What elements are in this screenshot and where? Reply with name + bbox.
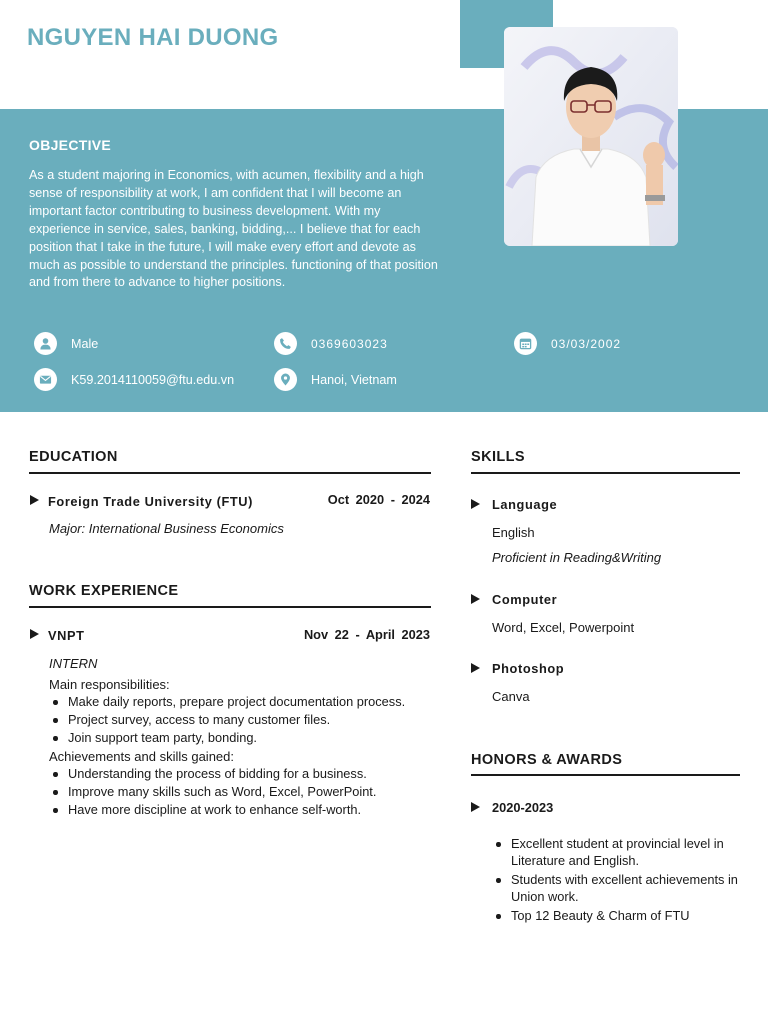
awards-period: 2020-2023	[492, 800, 554, 815]
skill-detail: English	[492, 525, 535, 540]
bullet-triangle-icon	[471, 663, 480, 673]
work-dates: Nov 22 - April 2023	[303, 627, 430, 642]
bullet-triangle-icon	[471, 499, 480, 509]
contact-email	[34, 368, 234, 391]
skills-divider	[471, 472, 740, 474]
contact-phone	[274, 332, 388, 355]
education-divider	[29, 472, 431, 474]
objective-text: As a student majoring in Economics, with acumen, flexibility and a high sense of responsibility at work, I am confident that I will become an important factor contributing to business development. With my experience in service, sales, banking, bidding,... I believe that for each position that I take in the future, I will make every effort and devote as much as possible to understand the principles. functioning of that position and from there to advance to higher positions.	[29, 168, 438, 290]
contact-gender	[34, 332, 98, 355]
education-dates: Oct 2020 - 2024	[327, 492, 430, 507]
bullet-triangle-icon	[30, 495, 39, 505]
awards-divider	[471, 774, 740, 776]
skill-detail: Canva	[492, 689, 530, 704]
list-item: Improve many skills such as Word, Excel, PowerPoint.	[49, 783, 376, 801]
skill-name: Computer	[492, 592, 558, 607]
work-role: INTERN	[49, 656, 98, 671]
list-item: Project survey, access to many customer files.	[49, 711, 405, 729]
location-pin-icon	[274, 368, 297, 391]
skill-detail: Word, Excel, Powerpoint	[492, 620, 635, 635]
awards-list	[492, 835, 742, 926]
education-heading: EDUCATION	[29, 449, 118, 465]
list-item: Have more discipline at work to enhance self-worth.	[49, 801, 376, 819]
calendar-icon	[514, 332, 537, 355]
contact-birthdate	[514, 332, 621, 355]
bullet-triangle-icon	[30, 629, 39, 639]
list-item: Excellent student at provincial level in Literature and English.	[492, 835, 742, 869]
mail-icon	[34, 368, 57, 391]
phone-value: 0369603023	[311, 336, 388, 351]
achievements-label: Achievements and skills gained:	[49, 749, 234, 764]
list-item: Students with excellent achievements in Union work.	[492, 871, 742, 905]
candidate-name: NGUYEN HAI DUONG	[27, 24, 279, 51]
list-item: Make daily reports, prepare project documentation process.	[49, 693, 405, 711]
achievements-list	[49, 765, 376, 819]
phone-icon	[274, 332, 297, 355]
bullet-triangle-icon	[471, 802, 480, 812]
work-company: VNPT	[48, 628, 85, 643]
list-item: Join support team party, bonding.	[49, 729, 405, 747]
bullet-triangle-icon	[471, 594, 480, 604]
birthdate-value: 03/03/2002	[551, 336, 622, 351]
education-school: Foreign Trade University (FTU)	[48, 494, 254, 509]
skill-note: Proficient in Reading&Writing	[492, 550, 662, 565]
awards-heading: HONORS & AWARDS	[471, 752, 623, 768]
profile-photo	[504, 27, 678, 246]
email-value: K59.2014110059@ftu.edu.vn	[71, 372, 235, 387]
skill-name: Language	[492, 497, 558, 512]
contact-location	[274, 368, 397, 391]
responsibilities-list	[49, 693, 405, 747]
skills-heading: SKILLS	[471, 449, 525, 465]
list-item: Understanding the process of bidding for a business.	[49, 765, 376, 783]
user-icon	[34, 332, 57, 355]
work-heading: WORK EXPERIENCE	[29, 583, 179, 599]
work-divider	[29, 606, 431, 608]
responsibilities-label: Main responsibilities:	[49, 677, 170, 692]
list-item: Top 12 Beauty & Charm of FTU	[492, 907, 742, 924]
education-major: Major: International Business Economics	[49, 521, 284, 536]
objective-heading: OBJECTIVE	[29, 137, 112, 153]
location-value: Hanoi, Vietnam	[311, 372, 397, 387]
gender-value: Male	[71, 336, 99, 351]
skill-name: Photoshop	[492, 661, 565, 676]
